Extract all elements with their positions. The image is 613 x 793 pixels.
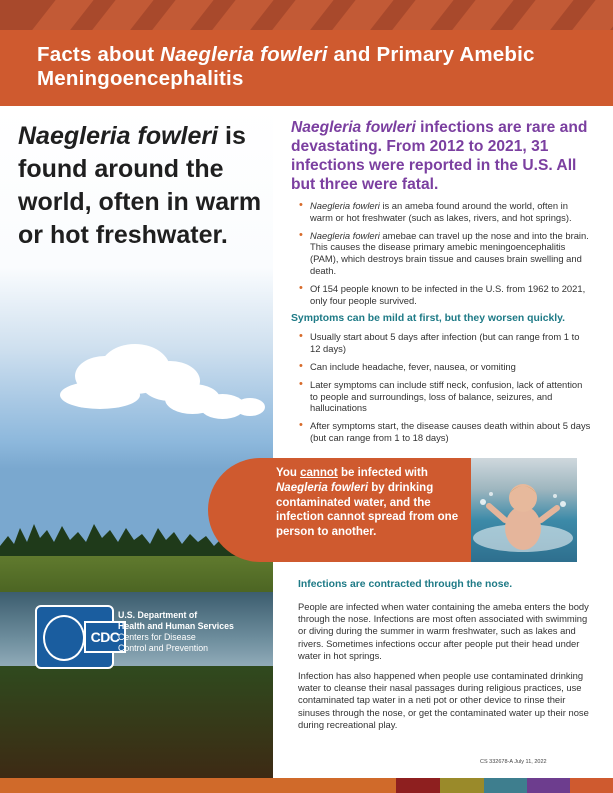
header-banner: [0, 30, 613, 106]
color-segment: [0, 778, 396, 793]
foreground-reeds: [0, 666, 273, 778]
list-item: • Can include headache, fever, nausea, or vomiting: [291, 361, 591, 373]
child-swimming-photo: [471, 458, 577, 562]
hhs-seal-icon: [43, 615, 85, 661]
facts-list: [291, 200, 591, 306]
callout-text: You cannot be infected with Naegleria fowleri by drinking contaminated water, and the infection cannot spread from one person to another.: [276, 467, 459, 539]
color-segment: [527, 778, 570, 793]
list-item: • Usually start about 5 days after infection (but can range from 1 to 12 days): [291, 331, 591, 355]
symptoms-list: [291, 331, 591, 443]
callout-box: [208, 458, 471, 562]
list-item: • After symptoms start, the disease causes death within about 5 days (but can range from 1 to 18 days): [291, 420, 591, 444]
nose-paragraph-2: Infection has also happened when people use contaminated drinking water to cleanse their nasal passages during religious practices, use contaminated tap water in a neti pot or other device to rinse their sinuses through the nose, or get the contaminated water up their nose during recreational play.: [298, 670, 589, 730]
child-illustration: [471, 458, 577, 562]
symptoms-heading: Symptoms can be mild at first, but they worsen quickly.: [291, 313, 566, 325]
nose-heading: Infections are contracted through the nose.: [298, 579, 513, 590]
page-title: Facts about Naegleria fowleri and Primary Amebic Meningoencephalitis: [37, 43, 535, 90]
agency-text: U.S. Department of Health and Human Services Centers for Disease Control and Prevention: [118, 610, 234, 653]
cdc-logo-box: CDC: [84, 621, 126, 653]
color-segment: [570, 778, 613, 793]
nose-paragraph-1: People are infected when water containing the ameba enters the body through the nose. Infections are most often associated with swimming or diving during the summer in warm freshwater, such as lakes and rivers. Sometimes infections occur after people put their head under water in hot springs.: [298, 601, 589, 661]
right-column: [291, 118, 591, 450]
list-item: • Naegleria fowleri is an ameba found around the world, often in warm or hot freshwater (such as lakes, rivers, and hot springs).: [291, 200, 591, 224]
color-segment: [440, 778, 484, 793]
top-stripe-band: [0, 0, 613, 30]
marsh-grass: [0, 556, 273, 596]
bottom-color-bar: [0, 778, 613, 793]
list-item: • Later symptoms can include stiff neck, confusion, lack of attention to people and surroundings, loss of balance, seizures, and hallucinations: [291, 379, 591, 414]
document-id: CS 332678-A July 11, 2022: [480, 759, 547, 765]
list-item: • Naegleria fowleri amebae can travel up the nose and into the brain. This causes the disease primary amebic meningoencephalitis (PAM), which destroys brain tissue and causes brain swelling and death.: [291, 230, 591, 277]
list-item: • Of 154 people known to be infected in the U.S. from 1962 to 2021, only four people survived.: [291, 283, 591, 307]
color-segment: [396, 778, 440, 793]
hhs-cdc-logo: [35, 605, 120, 669]
lake-photo: [0, 106, 273, 778]
lead-statement: Naegleria fowleri infections are rare and devastating. From 2012 to 2021, 31 infections were reported in the U.S. All but three were fatal.: [291, 119, 588, 193]
left-headline: Naegleria fowleri is found around the world, often in warm or hot freshwater.: [18, 122, 262, 249]
color-segment: [484, 778, 527, 793]
nose-section: [291, 578, 591, 739]
